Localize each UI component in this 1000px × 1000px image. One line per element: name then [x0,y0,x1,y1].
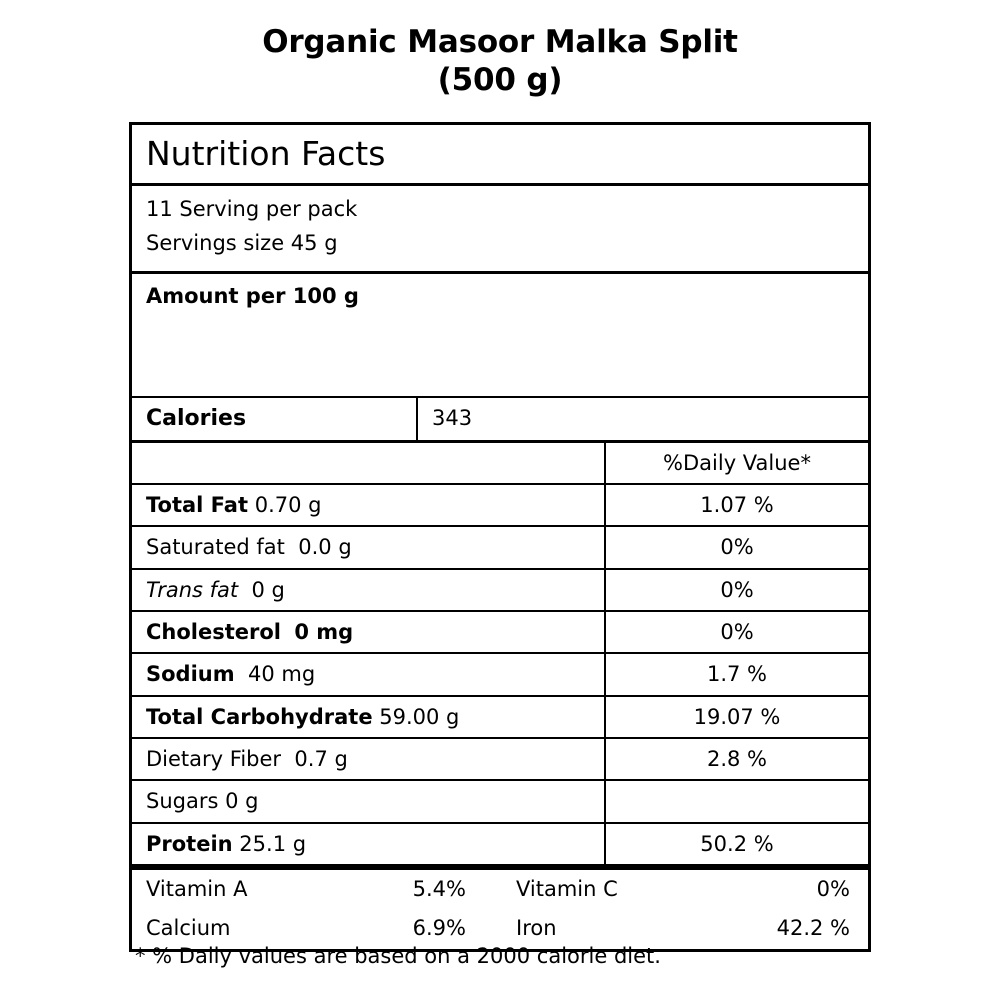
iron-label: Iron [516,916,557,941]
table-row [132,697,868,737]
serving-size: Servings size 45 g [146,231,338,256]
calories-label: Calories [146,405,247,431]
nutrient-name: Total Carbohydrate 59.00 g [146,704,460,729]
nutrient-dv: 0% [604,612,868,652]
vitamin-a-value: 5.4% [412,876,466,901]
nutrient-dv: 50.2 % [604,824,868,864]
amount-per-serving: Amount per 100 g [146,283,359,308]
nutrient-name: Sodium 40 mg [146,662,316,687]
nutrient-name: Saturated fat 0.0 g [146,535,352,560]
calcium-value: 6.9% [412,916,466,941]
table-row [132,870,868,909]
nutrient-dv: 2.8 % [604,739,868,779]
nutrient-name: Total Fat 0.70 g [146,492,322,517]
table-row [132,781,868,821]
product-title-line2: (500 g) [437,61,563,98]
table-row [132,570,868,610]
amount-spacer [132,308,868,396]
nutrient-dv: 0% [604,527,868,567]
nutrient-name: Protein 25.1 g [146,831,307,856]
nutrient-dv [604,781,868,821]
nutrient-name: Dietary Fiber 0.7 g [146,746,348,771]
page-title [0,0,1000,100]
nutrition-facts-panel [129,122,871,952]
table-row [132,654,868,694]
table-row [132,824,868,864]
calories-value: 343 [416,398,868,440]
servings-block [132,186,868,271]
vitamin-a-label: Vitamin A [146,876,248,901]
nutrient-dv: 0% [604,570,868,610]
vitamins-block [132,870,868,949]
calories-row [132,398,868,440]
nutrient-dv: 1.7 % [604,654,868,694]
table-row [132,485,868,525]
vitamin-c-value: 0% [816,876,850,901]
nutrient-name: Cholesterol 0 mg [146,619,354,644]
calcium-label: Calcium [146,916,231,941]
daily-value-header: %Daily Value* [604,443,868,483]
table-row [132,612,868,652]
nutrient-dv: 1.07 % [604,485,868,525]
empty-cell [132,443,604,483]
table-row [132,909,868,948]
nutrient-name: Trans fat 0 g [146,577,285,602]
nutrient-dv: 19.07 % [604,697,868,737]
servings-per-pack: 11 Serving per pack [146,196,358,221]
product-title-line1: Organic Masoor Malka Split [262,24,738,60]
table-row [132,739,868,779]
nutrient-name: Sugars 0 g [146,789,259,814]
table-row [132,527,868,567]
daily-value-header-row [132,443,868,483]
nutrition-facts-heading: Nutrition Facts [146,134,386,173]
footnote: * % Daily values are based on a 2000 calorie diet. [135,944,661,968]
iron-value: 42.2 % [776,916,850,941]
vitamin-c-label: Vitamin C [516,876,618,901]
